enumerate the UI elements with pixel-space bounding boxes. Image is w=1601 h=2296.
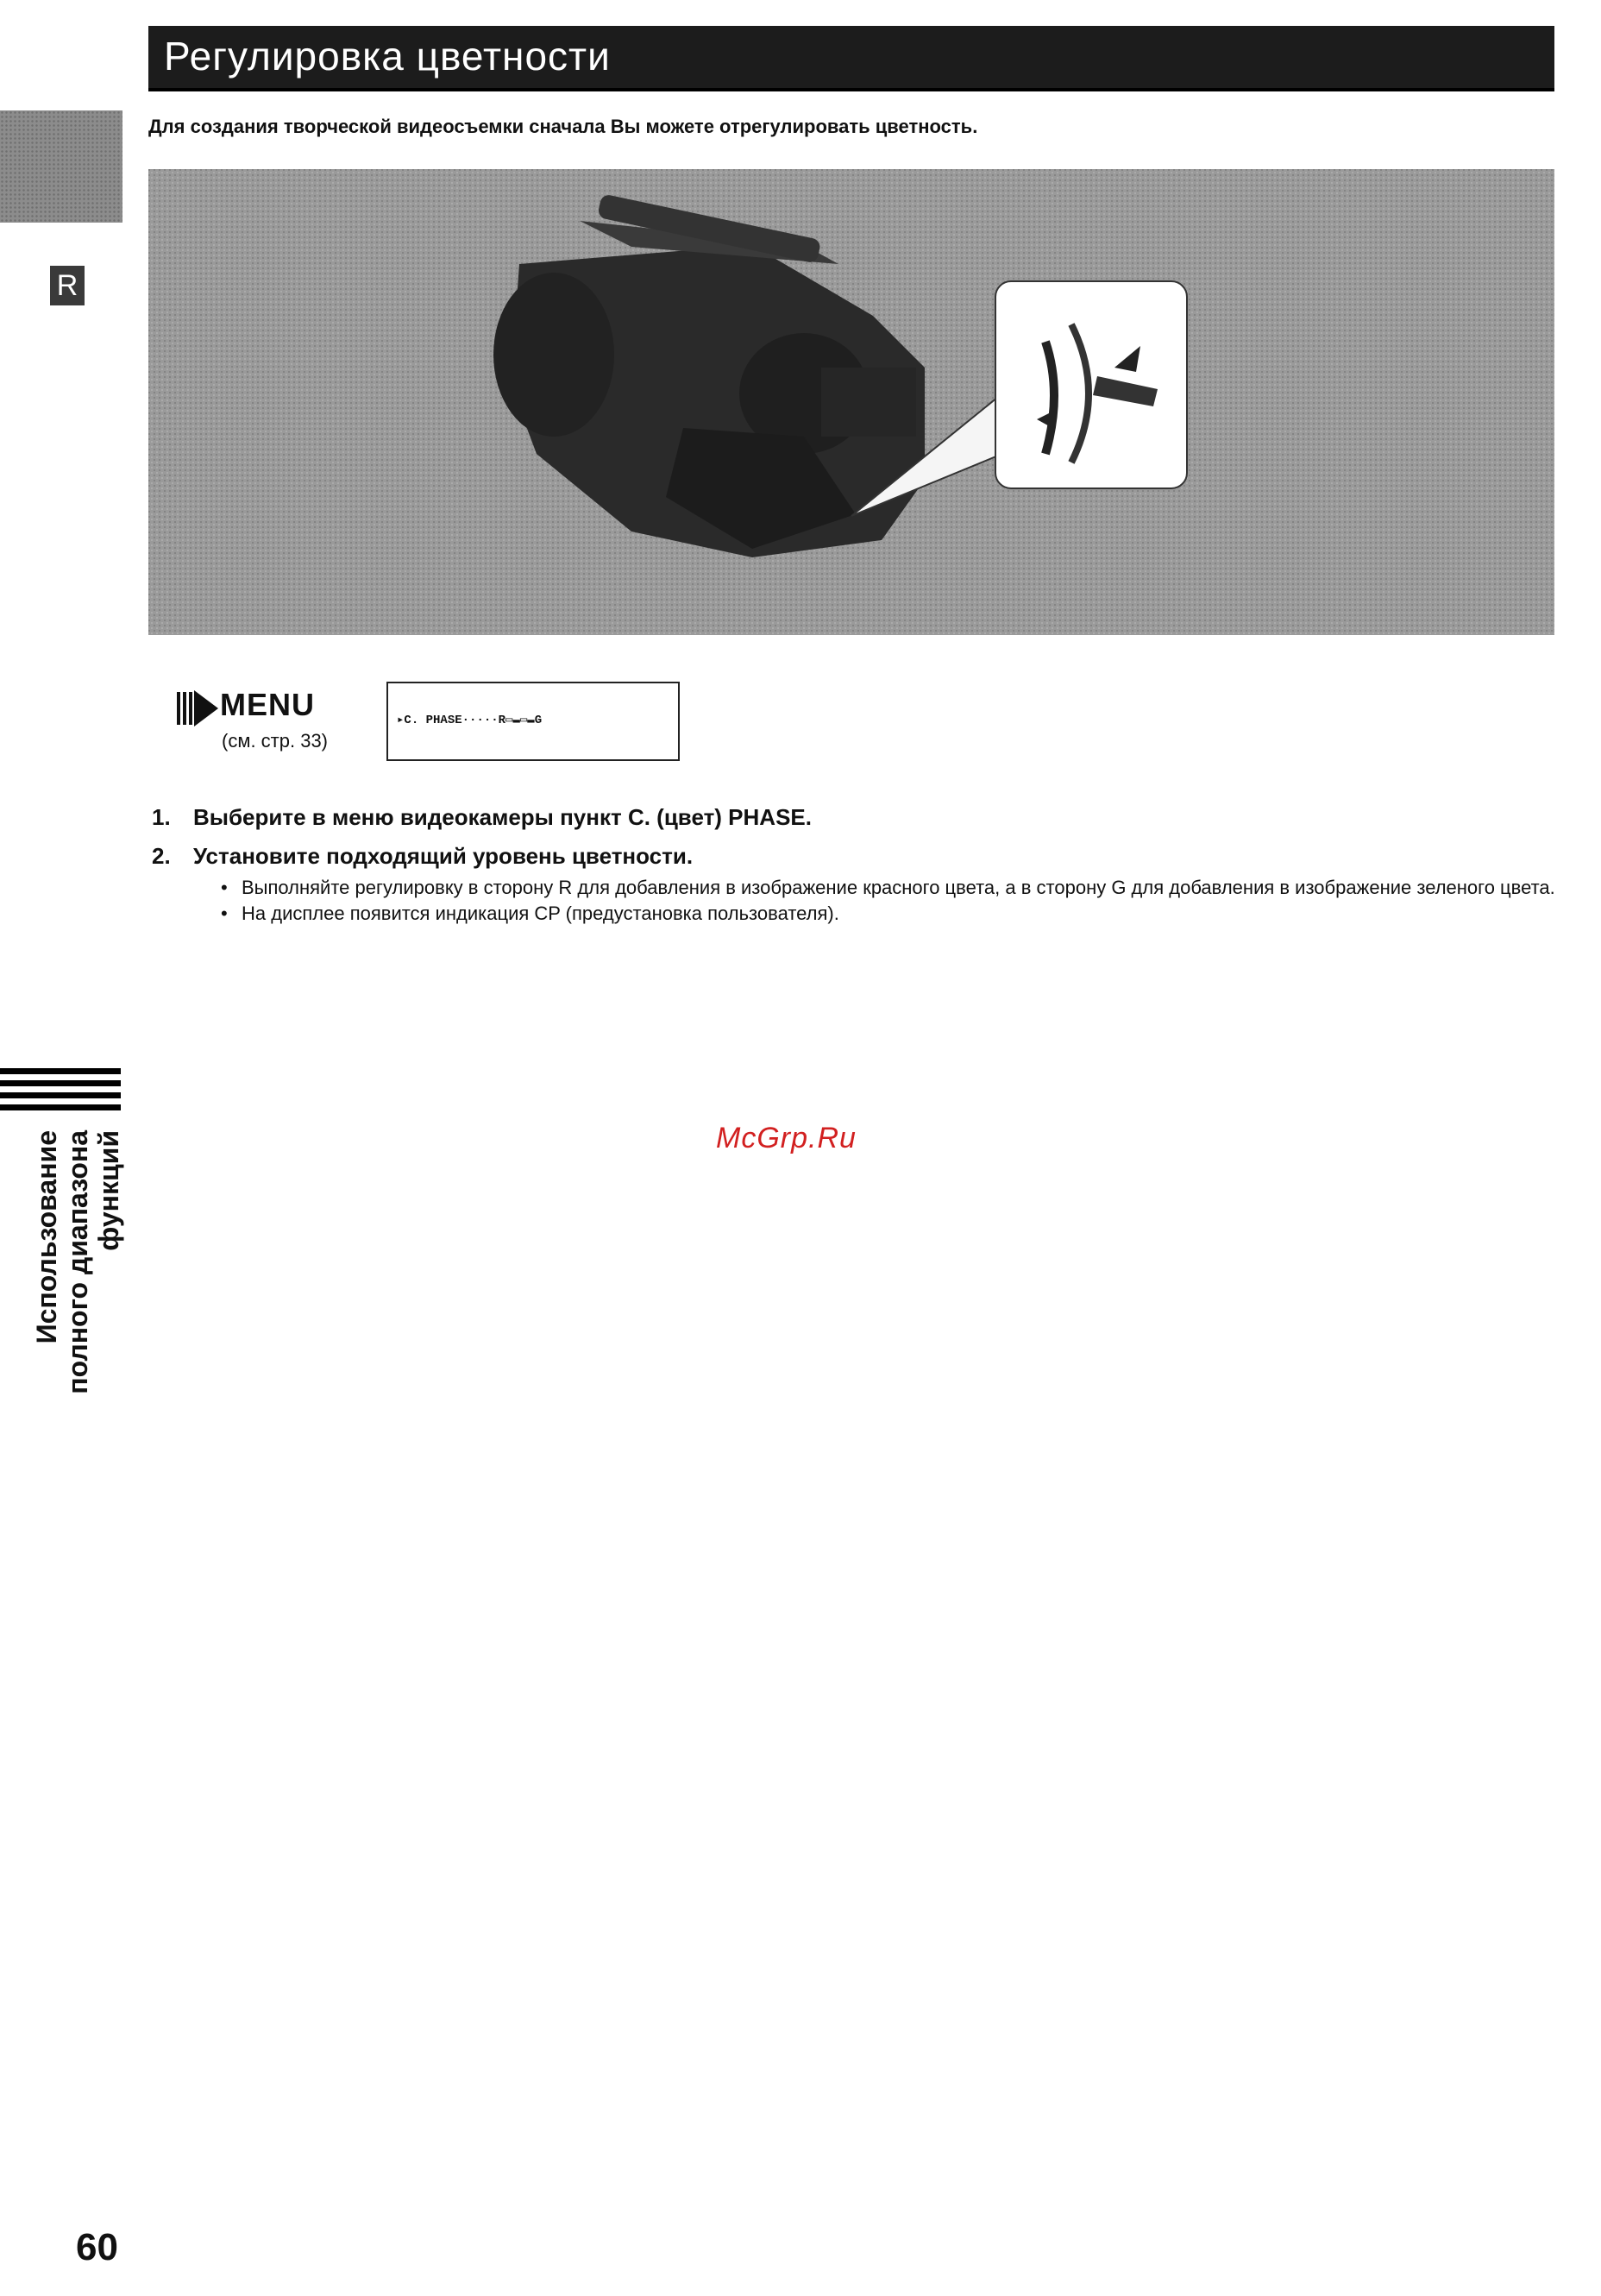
menu-reference — [177, 682, 401, 768]
step-text: Выберите в меню видеокамеры пункт С. (цвет) PHASE. — [193, 804, 812, 830]
dial-closeup — [995, 281, 1187, 488]
menu-page-ref: (см. стр. 33) — [222, 730, 329, 752]
bullet-item — [221, 901, 1563, 927]
step-text: Установите подходящий уровень цветности. — [193, 843, 694, 869]
menu-display-box — [386, 682, 680, 761]
bullet-item — [221, 875, 1563, 901]
step-number: 1. — [152, 804, 171, 830]
bullet-icon: • — [221, 877, 228, 898]
watermark: McGrp.Ru — [716, 1122, 857, 1154]
camcorder-image — [148, 169, 1554, 635]
camcorder-illustration — [148, 169, 1554, 635]
menu-display-text: ▸C. PHASE·····R▭▬▭▬G — [397, 714, 543, 727]
side-label-line3: функций — [93, 1130, 124, 1251]
side-label-line2: полного диапазона — [62, 1130, 93, 1394]
step-number: 2. — [152, 843, 171, 869]
page-title: Регулировка цветности — [164, 34, 611, 79]
step-item — [148, 843, 1563, 870]
bullet-text: Выполняйте регулировку в сторону R для добавления в изображение красного цвета, а в сторону G для добавления в изображение зеленого цвета. — [242, 877, 1555, 898]
bullet-list — [148, 875, 1563, 927]
title-bar — [148, 26, 1554, 91]
bullet-text: На дисплее появится индикация CP (предустановка пользователя). — [242, 903, 839, 924]
page-number: 60 — [76, 2226, 118, 2268]
section-stripes — [0, 1068, 121, 1117]
menu-arrow-icon — [177, 687, 218, 730]
section-tab — [0, 110, 122, 302]
section-letter: R — [50, 266, 85, 305]
step-item — [148, 804, 1563, 831]
side-label-line1: Использование — [31, 1130, 62, 1344]
intro-text: Для создания творческой видеосъемки сначала Вы можете отрегулировать цветность. — [148, 116, 978, 137]
bullet-icon: • — [221, 903, 228, 924]
steps-list — [148, 804, 1563, 927]
menu-label: MENU — [220, 687, 315, 722]
side-section-label — [26, 1130, 129, 1432]
